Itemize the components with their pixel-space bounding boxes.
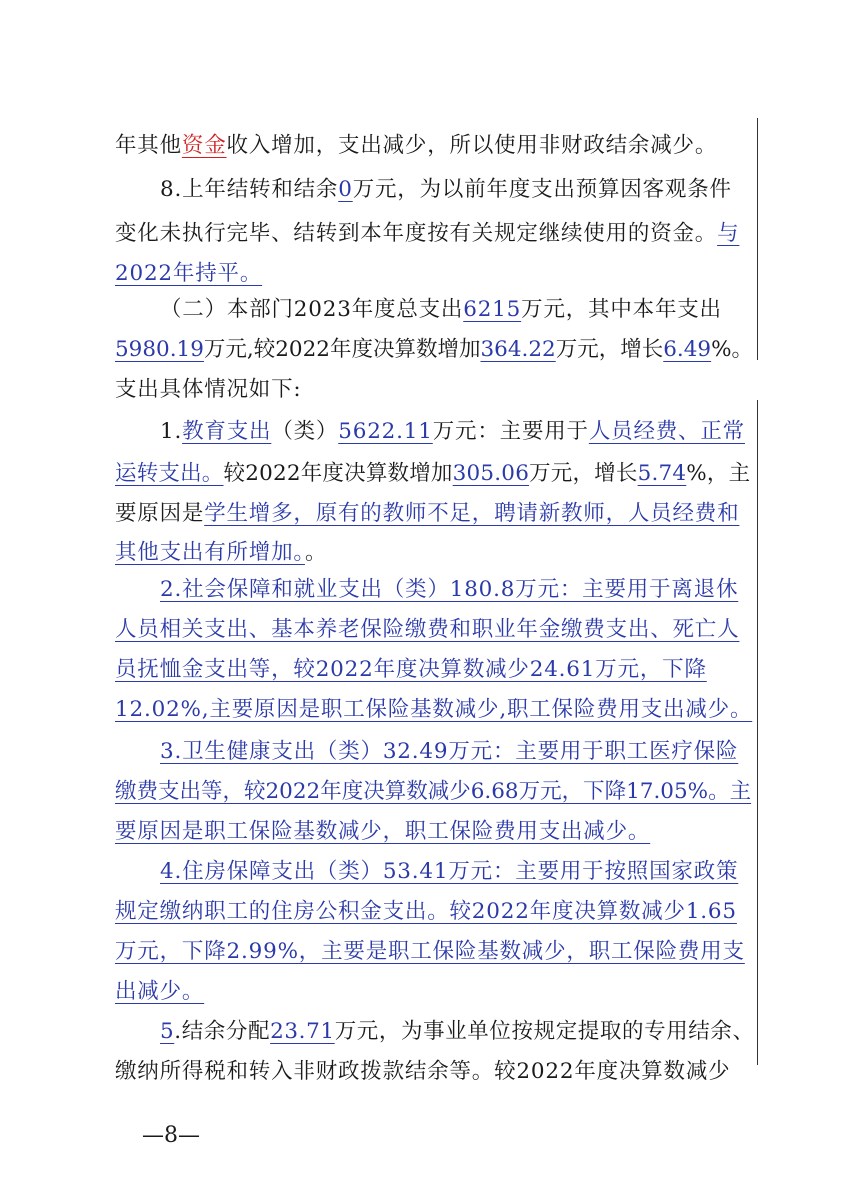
- text-segment: 出减少。: [115, 979, 205, 1004]
- text-line: [160, 1012, 755, 1052]
- text-segment: 要原因是: [115, 501, 205, 526]
- text-segment: 305.06: [452, 461, 530, 486]
- text-segment: 运转支出。: [115, 461, 224, 486]
- text-line: [115, 370, 755, 410]
- text-segment: 资金: [181, 133, 227, 158]
- text-segment: 6215: [463, 297, 522, 322]
- text-line: [115, 254, 755, 294]
- margin-rule: [757, 400, 758, 1065]
- text-segment: 要原因是职工保险基数减少，职工保险费用支出减少。: [115, 819, 651, 844]
- text-line: [115, 972, 755, 1012]
- text-segment: 年其他: [115, 133, 182, 158]
- text-segment: 收入增加，支出减少，所以使用非财政结余减少。: [226, 133, 718, 158]
- text-segment: 1.: [160, 419, 183, 444]
- text-segment: 教育支出: [182, 419, 272, 444]
- text-segment: 2022年持平。: [115, 261, 263, 286]
- text-segment: 万元,较2022年度决算数增加: [203, 337, 481, 362]
- page-number: —8—: [142, 1123, 200, 1148]
- text-line: [115, 214, 755, 254]
- text-line: [115, 494, 755, 534]
- text-line: [115, 690, 755, 730]
- text-segment: 较2022年度决算数增加: [223, 461, 453, 486]
- text-segment: 5980.19: [115, 337, 204, 362]
- text-segment: 万元，其中本年支出: [521, 297, 722, 322]
- text-segment: 万元，下降2.99%，主要是职工保险基数减少，职工保险费用支: [115, 939, 745, 964]
- text-segment: %，主: [686, 461, 751, 486]
- text-line: [115, 772, 755, 812]
- text-line: [115, 932, 755, 972]
- text-line: [160, 412, 755, 452]
- text-segment: 学生增多，原有的教师不足，聘请新教师，人员经费和: [204, 501, 740, 526]
- text-line: [115, 610, 755, 650]
- text-segment: 其他支出有所增加。: [115, 540, 305, 565]
- text-line: [115, 1052, 755, 1092]
- text-line: [160, 290, 755, 330]
- text-segment: 8.上年结转和结余: [160, 177, 339, 202]
- text-segment: %。: [711, 337, 754, 362]
- text-segment: 人员相关支出、基本养老保险缴费和职业年金缴费支出、死亡人: [115, 617, 740, 642]
- text-segment: 与: [717, 221, 740, 246]
- text-line: [115, 812, 755, 852]
- text-line: [160, 852, 755, 892]
- text-segment: 万元，增长: [555, 337, 664, 362]
- text-segment: 万元：主要用于: [432, 419, 589, 444]
- text-segment: 5622.11: [338, 419, 433, 444]
- text-segment: 变化未执行完毕、结转到本年度按有关规定继续使用的资金。: [115, 221, 718, 246]
- text-line: [115, 892, 755, 932]
- text-line: [115, 126, 755, 166]
- text-segment: 规定缴纳职工的住房公积金支出。较2022年度决算数减少1.65: [115, 899, 737, 924]
- text-line: [160, 732, 755, 772]
- text-line: [115, 454, 755, 494]
- text-segment: 3.卫生健康支出（类）32.49万元：主要用于职工医疗保险: [160, 739, 739, 764]
- text-line: [115, 533, 755, 573]
- text-segment: 12.02%,主要原因是职工保险基数减少,职工保险费用支出减少。: [115, 697, 753, 722]
- text-segment: 6.49: [663, 337, 712, 362]
- text-segment: （类）: [271, 419, 339, 444]
- text-line: [160, 170, 755, 210]
- text-segment: 万元，增长: [529, 461, 638, 486]
- text-segment: 缴纳所得税和转入非财政拨款结余等。较2022年度决算数减少: [115, 1059, 731, 1084]
- text-segment: .结余分配: [174, 1019, 271, 1044]
- text-segment: 23.71: [270, 1019, 335, 1044]
- text-segment: 。: [304, 540, 328, 565]
- text-line: [115, 330, 755, 370]
- text-segment: （二）本部门2023年度总支出: [160, 297, 464, 322]
- text-segment: 员抚恤金支出等，较2022年度决算数减少24.61万元，下降: [115, 657, 707, 682]
- text-segment: 人员经费、正常: [588, 419, 745, 444]
- text-segment: 5.74: [637, 461, 687, 486]
- text-segment: 4.住房保障支出（类）53.41万元：主要用于按照国家政策: [160, 859, 739, 884]
- text-segment: 364.22: [480, 337, 556, 362]
- text-segment: 5: [160, 1019, 175, 1044]
- text-segment: 支出具体情况如下:: [115, 377, 302, 402]
- text-segment: 2.社会保障和就业支出（类）180.8万元：主要用于离退休: [160, 577, 739, 602]
- text-line: [115, 650, 755, 690]
- text-segment: 万元，为以前年度支出预算因客观条件: [352, 177, 732, 202]
- text-segment: 缴费支出等，较2022年度决算数减少6.68万元，下降17.05%。主: [115, 779, 752, 804]
- text-line: [160, 570, 755, 610]
- margin-rule: [757, 118, 758, 360]
- text-segment: 0: [338, 177, 353, 202]
- text-segment: 万元，为事业单位按规定提取的专用结余、: [334, 1019, 755, 1044]
